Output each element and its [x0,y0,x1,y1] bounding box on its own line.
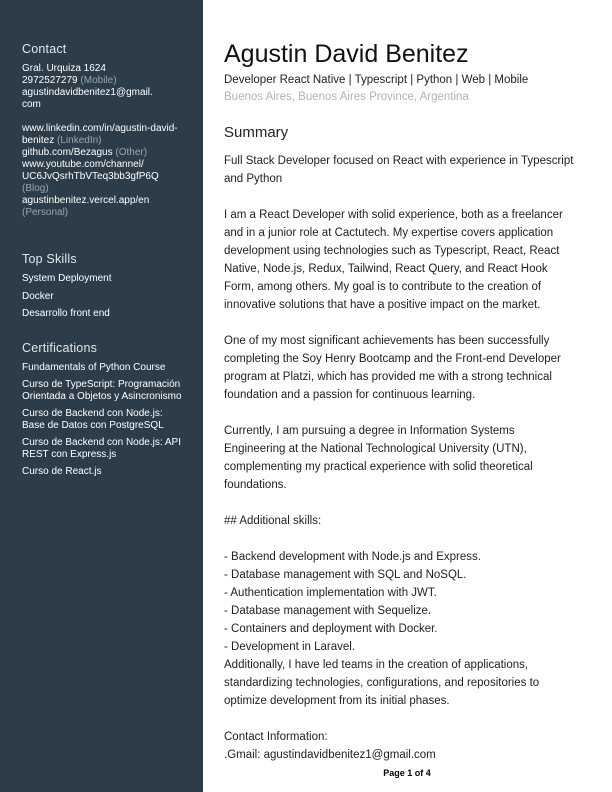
youtube-type: (Blog) [22,183,49,194]
summary-line: Full Stack Developer focused on React with experience in Typescript [224,155,574,167]
cert-item [22,362,200,374]
headline: Developer React Native | Typescript | Python | Web | Mobile [224,74,529,86]
cert-line: Curso de Backend con Node.js: [22,408,163,419]
certifications-heading: Certifications [22,341,98,355]
summary-line: and in a junior role at Cactutech. My expertise covers application [224,227,554,239]
summary-line: optimize development from its initial phases. [224,695,450,707]
cert-item [22,408,200,432]
summary-line: development using technologies such as Typescript, React, React [224,245,560,257]
cert-line: Curso de React.js [22,466,102,477]
summary-line: foundation and a passion for continuous learning. [224,389,476,401]
summary-heading: Summary [224,124,289,141]
website-type: (Personal) [22,207,69,218]
summary-line: ## Additional skills: [224,515,322,527]
summary-line: Form, among others. My goal is to contribute to the creation of [224,281,542,293]
summary-line [224,710,573,728]
summary-line [224,494,573,512]
summary-line: .Gmail: agustindavidbenitez1@gmail.com [224,749,436,761]
cert-line: REST con Express.js [22,449,117,460]
skill-item: System Deployment [22,273,112,284]
email-line1: agustindavidbenitez1@gmail. [22,87,153,98]
website-link[interactable] [22,195,200,219]
person-name: Agustin David Benitez [224,40,469,68]
phone-type: (Mobile) [80,75,117,86]
certifications-list [22,362,200,478]
youtube-line1: www.youtube.com/channel/ [22,159,144,170]
summary-line [224,188,573,206]
email-line2: com [22,99,41,110]
summary-line: program at Platzi, which has provided me with a strong technical [224,371,552,383]
summary-line: - Database management with Sequelize. [224,605,432,617]
website-url: agustinbenitez.vercel.app/en [22,195,150,206]
summary-line: foundations. [224,479,287,491]
cert-item [22,437,200,461]
summary-line: - Backend development with Node.js and Express. [224,551,481,563]
youtube-link[interactable] [22,159,200,195]
github-url: github.com/Bezagus [22,147,113,158]
contact-heading: Contact [22,42,67,56]
linkedin-link[interactable] [22,123,200,147]
skill-item: Desarrollo front end [22,308,110,319]
phone: 2972527279 [22,75,78,86]
youtube-line2: UC6JvQsrhTbVTeq3bb3gfP6Q [22,171,159,182]
summary-line [224,314,573,332]
summary-line: and Python [224,173,283,185]
cert-line: Curso de TypeScript: Programación [22,379,181,390]
summary-text [224,152,573,764]
skills-list [22,273,200,326]
cert-item [22,379,200,403]
cert-line: Curso de Backend con Node.js: API [22,437,181,448]
summary-line: - Authentication implementation with JWT. [224,587,437,599]
github-link[interactable] [22,147,200,159]
page-number: Page 1 of 4 [383,768,431,778]
location: Buenos Aires, Buenos Aires Province, Argentina [224,91,469,103]
linkedin-line1: www.linkedin.com/in/agustin-david- [22,123,178,134]
summary-line: Additionally, I have led teams in the creation of applications, [224,659,529,671]
address: Gral. Urquiza 1624 [22,63,106,74]
skill-item: Docker [22,290,54,302]
cert-line: Base de Datos con PostgreSQL [22,420,164,431]
summary-line: innovative solutions that have a positive impact on the market. [224,299,541,311]
summary-line: completing the Soy Henry Bootcamp and the Front-end Developer [224,353,561,365]
summary-line: Currently, I am pursuing a degree in Information Systems [224,425,515,437]
summary-line: - Development in Laravel. [224,641,356,653]
summary-line: Native, Node.js, Redux, Tailwind, React Query, and React Hook [224,263,548,275]
summary-line: - Containers and deployment with Docker. [224,623,438,635]
summary-line: Engineering at the National Technological University (UTN), [224,443,527,455]
summary-line [224,530,573,548]
cert-line: Orientada a Objetos y Asincronismo [22,391,182,402]
summary-line [224,404,573,422]
github-type: (Other) [115,147,148,158]
cert-item [22,466,200,478]
top-skills-heading: Top Skills [22,252,77,266]
contact-info [22,63,200,219]
linkedin-line2: benitez [22,135,55,146]
sidebar [0,0,203,792]
summary-line: - Database management with SQL and NoSQL. [224,569,467,581]
summary-line: I am a React Developer with solid experience, both as a freelancer [224,209,563,221]
cert-line: Fundamentals of Python Course [22,362,166,373]
summary-line: standardizing technologies, configurations, and repositories to [224,677,540,689]
summary-line: Contact Information: [224,731,328,743]
linkedin-type: (LinkedIn) [57,135,102,146]
summary-line: complementing my practical experience with solid theoretical [224,461,533,473]
email-link[interactable] [22,87,200,111]
summary-line: One of my most significant achievements has been successfully [224,335,550,347]
